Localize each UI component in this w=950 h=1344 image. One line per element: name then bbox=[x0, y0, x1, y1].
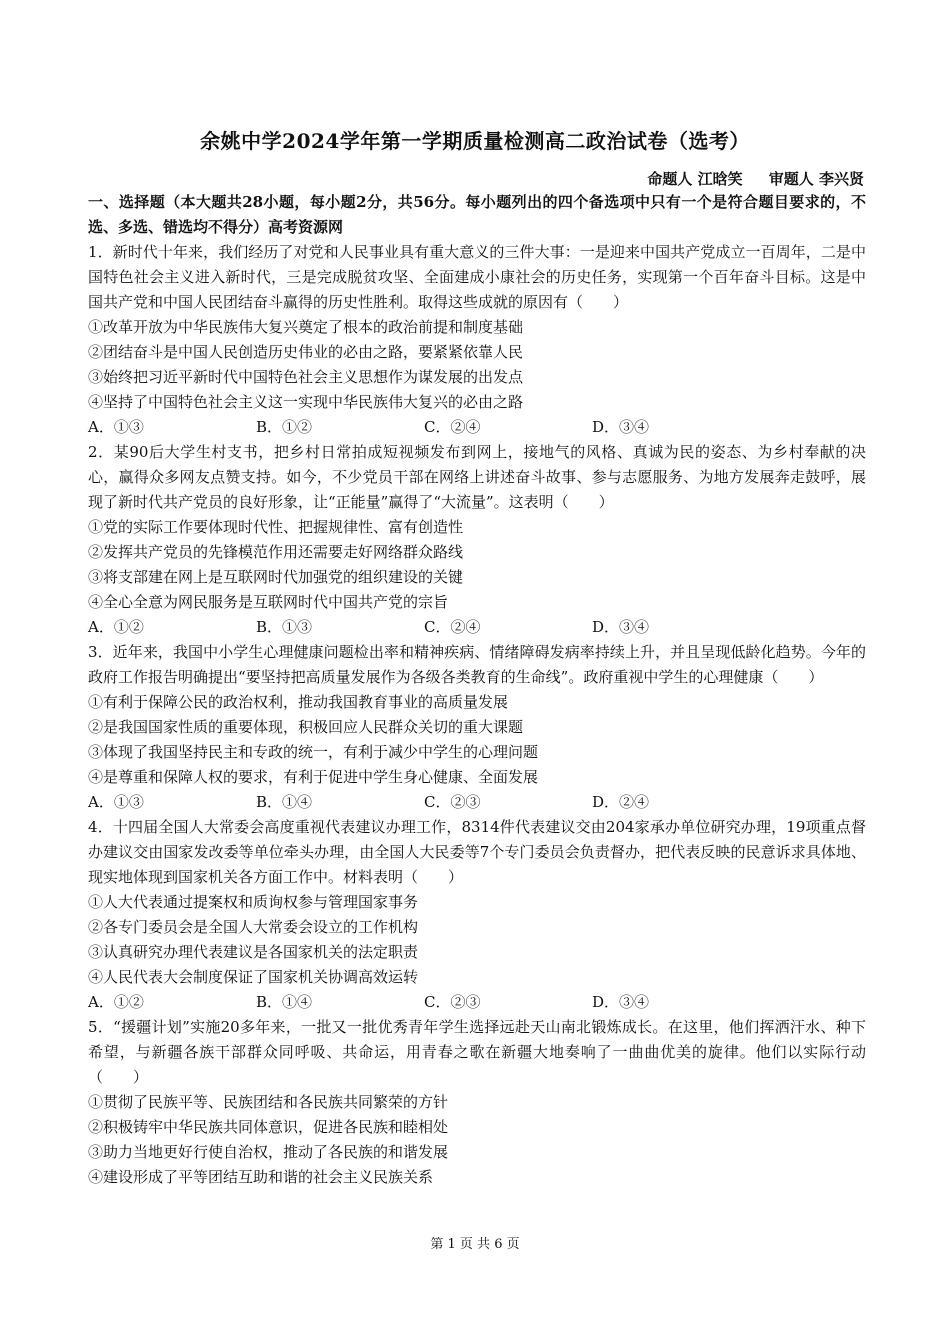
choice-item: ③认真研究办理代表建议是各国家机关的法定职责 bbox=[88, 943, 419, 961]
choice-item: ③将支部建在网上是互联网时代加强党的组织建设的关键 bbox=[88, 568, 464, 586]
answer-options bbox=[88, 990, 866, 1015]
option-b: B．①④ bbox=[256, 993, 313, 1011]
question-stem: 1．新时代十年来，我们经历了对党和人民事业具有重大意义的三件大事：一是迎来中国共产党成立一百周年，二是中国特色社会主义进入新时代，三是完成脱贫攻坚、全面建成小康社会的历史任务，实现第一个百年奋斗目标。这是中国共产党和中国人民团结奋斗赢得的历史性胜利。取得这些成就的原因有（ ） bbox=[88, 243, 866, 311]
question-stem: 4．十四届全国人大常委会高度重视代表建议办理工作，8314件代表建议交由204家承办单位研究办理，19项重点督办建议交由国家发改委等单位牵头办理，由全国人大民委等7个专门委员会负责督办，把代表反映的民意诉求具体地、现实地体现到国家机关各方面工作中。材料表明（ ） bbox=[88, 818, 866, 886]
answer-options bbox=[88, 790, 866, 815]
question-2 bbox=[88, 440, 866, 640]
choice-item: ①改革开放为中华民族伟大复兴奠定了根本的政治前提和制度基础 bbox=[88, 318, 524, 336]
choice-item: ④建设形成了平等团结互助和谐的社会主义民族关系 bbox=[88, 1168, 434, 1186]
choice-item: ④是尊重和保障人权的要求，有利于促进中学生身心健康、全面发展 bbox=[88, 768, 539, 786]
question-5 bbox=[88, 1015, 866, 1190]
exam-content bbox=[88, 190, 866, 1190]
option-d: D．③④ bbox=[592, 418, 650, 436]
option-b: B．①② bbox=[256, 418, 313, 436]
option-c: C．②④ bbox=[424, 618, 481, 636]
choice-item: ①有利于保障公民的政治权利，推动我国教育事业的高质量发展 bbox=[88, 693, 509, 711]
section-heading: 一、选择题（本大题共28小题，每小题2分，共56分。每小题列出的四个备选项中只有一个是符合题目要求的，不选、多选、错选均不得分）高考资源网 bbox=[88, 193, 866, 236]
setter-name: 命题人 江晗笑 bbox=[647, 170, 743, 188]
question-stem: 2．某90后大学生村支书，把乡村日常拍成短视频发布到网上，接地气的风格、真诚为民的姿态、为乡村奉献的决心，赢得众多网友点赞支持。如今，不少党员干部在网络上讲述奋斗故事、参与志愿服务、为地方发展奔走鼓呼，展现了新时代共产党员的良好形象，让“正能量”赢得了“大流量”。这表明（ ） bbox=[88, 443, 866, 511]
choice-item: ①贯彻了民族平等、民族团结和各民族共同繁荣的方针 bbox=[88, 1093, 449, 1111]
option-c: C．②③ bbox=[424, 793, 481, 811]
option-a: A．①③ bbox=[88, 793, 144, 811]
choice-item: ①党的实际工作要体现时代性、把握规律性、富有创造性 bbox=[88, 518, 464, 536]
answer-options bbox=[88, 615, 866, 640]
answer-options bbox=[88, 415, 866, 440]
option-a: A．①② bbox=[88, 618, 144, 636]
choice-item: ④全心全意为网民服务是互联网时代中国共产党的宗旨 bbox=[88, 593, 449, 611]
choice-item: ①人大代表通过提案权和质询权参与管理国家事务 bbox=[88, 893, 419, 911]
option-d: D．③④ bbox=[592, 618, 650, 636]
choice-item: ③始终把习近平新时代中国特色社会主义思想作为谋发展的出发点 bbox=[88, 368, 524, 386]
choice-item: ②是我国国家性质的重要体现，积极回应人民群众关切的重大课题 bbox=[88, 718, 524, 736]
authors-line bbox=[647, 168, 864, 189]
page-title: 余姚中学2024学年第一学期质量检测高二政治试卷（选考） bbox=[200, 129, 750, 153]
choice-item: ②积极铸牢中华民族共同体意识，促进各民族和睦相处 bbox=[88, 1118, 449, 1136]
question-stem: 3．近年来，我国中小学生心理健康问题检出率和精神疾病、情绪障碍发病率持续上升，并且呈现低龄化趋势。今年的政府工作报告明确提出“要坚持把高质量发展作为各级各类教育的生命线”。政府重视中学生的心理健康（ ） bbox=[88, 643, 866, 686]
option-a: A．①② bbox=[88, 993, 144, 1011]
page-footer: 第 1 页 共 6 页 bbox=[430, 1237, 520, 1252]
choice-item: ④坚持了中国特色社会主义这一实现中华民族伟大复兴的必由之路 bbox=[88, 393, 524, 411]
option-b: B．①④ bbox=[256, 793, 313, 811]
option-c: C．②④ bbox=[424, 418, 481, 436]
choice-item: ②团结奋斗是中国人民创造历史伟业的必由之路，要紧紧依靠人民 bbox=[88, 343, 524, 361]
question-1 bbox=[88, 240, 866, 440]
choice-item: ③体现了我国坚持民主和专政的统一，有利于减少中学生的心理问题 bbox=[88, 743, 539, 761]
choice-item: ④人民代表大会制度保证了国家机关协调高效运转 bbox=[88, 968, 419, 986]
question-4 bbox=[88, 815, 866, 1015]
option-a: A．①③ bbox=[88, 418, 144, 436]
question-3 bbox=[88, 640, 866, 815]
option-d: D．③④ bbox=[592, 993, 650, 1011]
choice-item: ③助力当地更好行使自治权，推动了各民族的和谐发展 bbox=[88, 1143, 449, 1161]
question-stem: 5．“援疆计划”实施20多年来，一批又一批优秀青年学生选择远赴天山南北锻炼成长。在这里，他们挥洒汗水、种下希望，与新疆各族干部群众同呼吸、共命运，用青春之歌在新疆大地奏响了一曲曲优美的旋律。他们以实际行动（ ） bbox=[88, 1018, 866, 1086]
choice-item: ②各专门委员会是全国人大常委会设立的工作机构 bbox=[88, 918, 419, 936]
option-d: D．②④ bbox=[592, 793, 650, 811]
option-c: C．②③ bbox=[424, 993, 481, 1011]
choice-item: ②发挥共产党员的先锋模范作用还需要走好网络群众路线 bbox=[88, 543, 464, 561]
reviewer-name: 审题人 李兴贤 bbox=[768, 170, 864, 188]
option-b: B．①③ bbox=[256, 618, 313, 636]
